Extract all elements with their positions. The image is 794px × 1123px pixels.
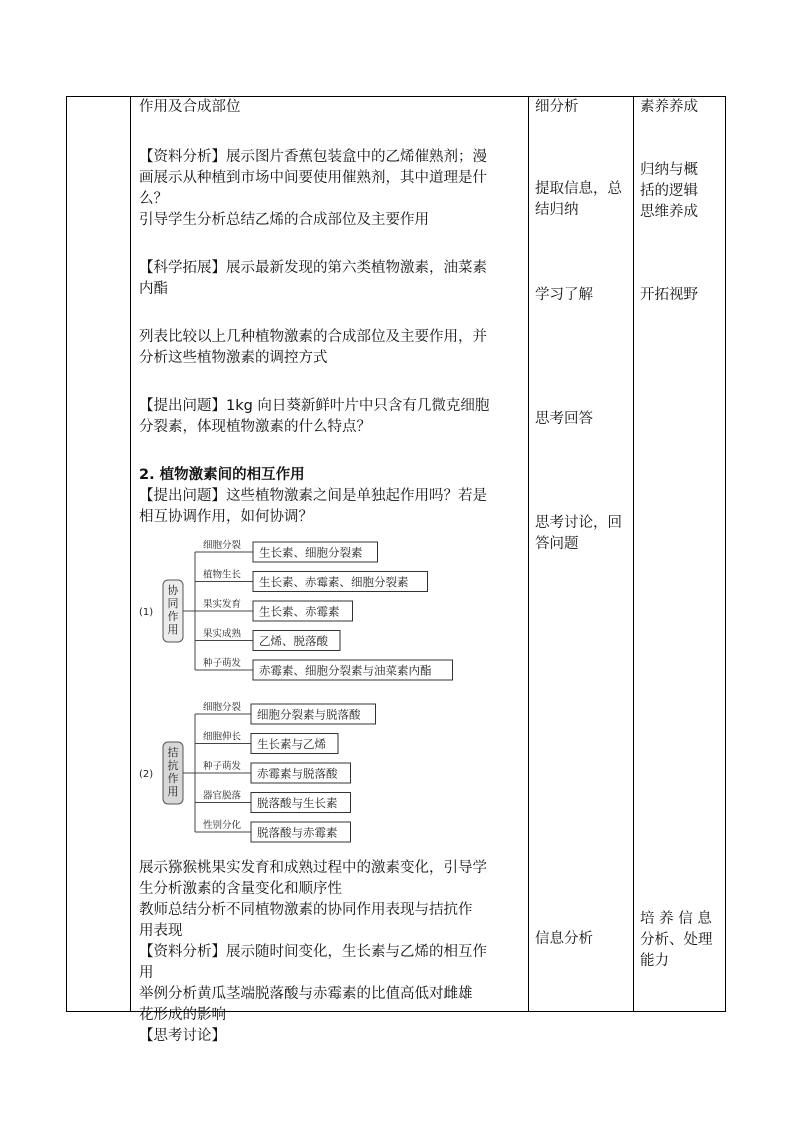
lesson-table [66,96,726,1044]
process-label: 器官脱落 [203,790,242,802]
student-activity-3: 结归纳 [535,202,579,218]
text-line: 花形成的影响 [139,1007,226,1023]
text-line: 画展示从种植到市场中间要使用催熟剂，其中道理是什 [139,170,487,186]
process-label: 性别分化 [203,820,242,831]
student-activity-2: 提取信息，总 [535,181,622,197]
synergy-diagram-svg [139,538,469,684]
group-label-char: 抗 [167,759,179,772]
text-line: 作用及合成部位 [139,99,241,115]
diagram-number: (2) [139,769,154,780]
hormone-label: 乙烯、脱落酸 [259,634,328,648]
synergy-diagram [139,538,469,684]
hormone-label: 生长素、赤霉素、细胞分裂素 [259,575,409,589]
process-label: 细胞分裂 [203,540,242,551]
column-divider [633,97,634,1011]
section-heading: 2. 植物激素间的相互作用 [139,467,305,483]
group-label-char: 作 [167,772,179,785]
hormone-label: 生长素与乙烯 [257,737,326,751]
design-intent-7: 分析、处理 [640,932,713,948]
hormone-label: 赤霉素与脱落酸 [257,766,338,781]
text-line: 教师总结分析不同植物激素的协同作用表现与拮抗作 [139,902,473,918]
text-line: 分裂素，体现植物激素的什么特点？ [139,419,371,435]
text-line: 分析这些植物激素的调控方式 [139,350,328,366]
diagram-number: (1) [139,607,154,618]
text-line: 列表比较以上几种植物激素的合成部位及主要作用，并 [139,329,487,345]
group-label-char: 同 [167,597,179,610]
text-line: 展示猕猴桃果实发育和成熟过程中的激素变化，引导学 [139,860,487,876]
student-activity-1: 细分析 [535,99,579,115]
hormone-label: 生长素、赤霉素 [259,604,340,619]
student-activity-4: 学习了解 [535,287,593,303]
hormone-label: 赤霉素、细胞分裂素与油菜素内酯 [259,663,432,678]
text-line: 用表现 [139,923,183,939]
student-activity-6: 思考讨论，回 [535,515,622,531]
student-activity-8: 信息分析 [535,931,593,947]
group-label-char: 作 [167,610,179,623]
group-label-char: 拮 [167,746,179,759]
design-intent-3: 括的逻辑 [640,183,698,199]
hormone-label: 脱落酸与赤霉素 [257,825,338,840]
design-intent-6: 培 养 信 息 [640,911,712,927]
process-label: 果实成熟 [203,628,242,640]
hormone-label: 细胞分裂素与脱落酸 [257,707,361,722]
text-line: 举例分析黄瓜茎端脱落酸与赤霉素的比值高低对雌雄 [139,986,473,1002]
group-label-char: 用 [167,623,179,636]
process-label: 植物生长 [203,569,242,581]
group-label-char: 协 [167,584,179,597]
design-intent-8: 能力 [640,953,669,969]
process-label: 细胞伸长 [203,731,242,743]
text-line: 引导学生分析总结乙烯的合成部位及主要作用 [139,212,429,228]
text-line: 【资料分析】展示图片香蕉包装盒中的乙烯催熟剂；漫 [139,149,487,165]
text-line: 【提出问题】1kg 向日葵新鲜叶片中只含有几微克细胞 [139,398,490,414]
process-label: 种子萌发 [203,761,242,772]
group-label-char: 用 [167,785,179,798]
text-line: 内酯 [139,281,168,297]
design-intent-2: 归纳与概 [640,162,698,178]
process-label: 果实发育 [203,599,242,610]
text-line: 【科学拓展】展示最新发现的第六类植物激素，油菜素 [139,260,487,276]
text-line: 【提出问题】这些植物激素之间是单独起作用吗？若是 [139,488,487,504]
text-line: 生分析激素的含量变化和顺序性 [139,881,342,897]
column-divider [130,97,131,1011]
text-line: 么？ [139,191,168,207]
antagonism-diagram [139,698,469,848]
text-line: 相互协调作用，如何协调？ [139,509,313,525]
student-activity-5: 思考回答 [535,411,593,427]
design-intent-4: 思维养成 [640,204,698,220]
text-line: 【资料分析】展示随时间变化，生长素与乙烯的相互作 [139,944,487,960]
student-activity-7: 答问题 [535,536,579,552]
design-intent-1: 素养养成 [640,99,698,115]
column-divider [528,97,529,1011]
text-line: 用 [139,965,154,981]
text-line: 【思考讨论】 [139,1028,226,1044]
design-intent-5: 开拓视野 [640,287,698,303]
teaching-content [139,97,527,1047]
hormone-label: 生长素、细胞分裂素 [259,545,363,560]
process-label: 种子萌发 [203,658,242,669]
process-label: 细胞分裂 [203,702,242,713]
hormone-label: 脱落酸与生长素 [257,796,338,810]
antagonism-diagram-svg [139,698,469,848]
